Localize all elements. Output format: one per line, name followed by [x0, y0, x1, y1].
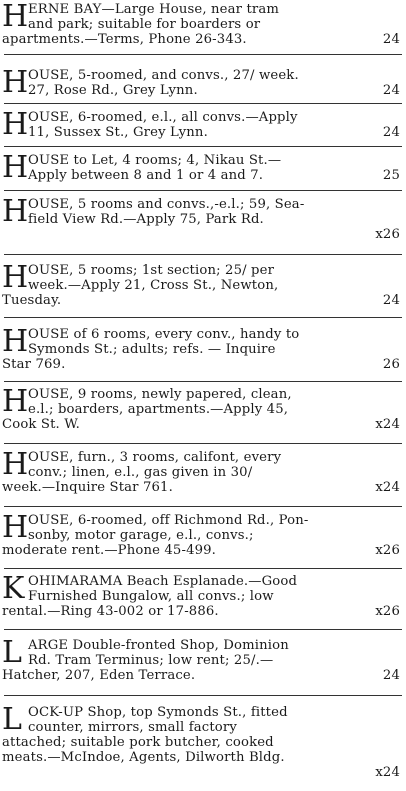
ad-reference-number: x26 — [375, 604, 400, 619]
divider-rule — [4, 381, 402, 382]
classified-ad — [2, 110, 402, 142]
drop-cap: H — [2, 513, 29, 545]
drop-cap: H — [2, 68, 29, 100]
drop-cap: H — [2, 450, 29, 482]
ad-line — [2, 227, 402, 242]
divider-rule — [4, 629, 402, 630]
drop-cap: H — [2, 327, 29, 359]
ad-line: OUSE of 6 rooms, every conv., handy to — [28, 327, 300, 342]
ad-line: OUSE, 5 rooms and convs.,-e.l.; 59, Sea- — [28, 197, 305, 212]
ad-line: Apply between 8 and 1 or 4 and 7. 25 — [28, 168, 400, 183]
drop-cap: H — [2, 110, 29, 142]
classified-ad — [2, 327, 402, 377]
ad-reference-number: 24 — [382, 83, 400, 98]
ad-reference-number: x24 — [375, 417, 400, 432]
ad-line: 11, Sussex St., Grey Lynn. 24 — [28, 125, 400, 140]
ad-line: Star 769. 26 — [2, 357, 400, 372]
divider-rule — [4, 146, 402, 147]
ad-line: OUSE, 9 rooms, newly papered, clean, — [28, 387, 292, 402]
ad-line: Symonds St.; adults; refs. — Inquire — [28, 342, 276, 357]
ad-line: field View Rd.—Apply 75, Park Rd. — [28, 212, 264, 227]
divider-rule — [4, 254, 402, 255]
classified-ad — [2, 574, 402, 624]
divider-rule — [4, 443, 402, 444]
ad-line: OUSE, 5 rooms; 1st section; 25/ per — [28, 263, 275, 278]
classified-ad — [2, 263, 402, 313]
ad-line: Tuesday. 24 — [2, 293, 400, 308]
ad-line: ARGE Double-fronted Shop, Dominion — [28, 638, 289, 653]
ad-line: Furnished Bungalow, all convs.; low — [28, 589, 274, 604]
classified-ad — [2, 2, 402, 52]
ad-reference-number: x24 — [375, 765, 400, 780]
drop-cap: H — [2, 263, 29, 295]
divider-rule — [4, 190, 402, 191]
ad-line: OUSE, 6-roomed, off Richmond Rd., Pon- — [28, 513, 309, 528]
ad-reference-number: 24 — [382, 668, 400, 683]
ad-line: apartments.—Terms, Phone 26-343. 24 — [2, 32, 400, 47]
ad-reference-number: 24 — [382, 293, 400, 308]
ad-line: OUSE, furn., 3 rooms, califont, every — [28, 450, 282, 465]
ad-line: and park; suitable for boarders or — [28, 17, 261, 32]
ad-reference-number: 25 — [382, 168, 400, 183]
ad-line: Cook St. W. x24 — [2, 417, 400, 432]
classified-ad — [2, 513, 402, 563]
ad-line: counter, mirrors, small factory — [28, 720, 237, 735]
ad-line: sonby, motor garage, e.l., convs.; — [28, 528, 254, 543]
ad-line: OUSE, 6-roomed, e.l., all convs.—Apply — [28, 110, 298, 125]
ad-reference-number: 26 — [382, 357, 400, 372]
ad-line — [2, 765, 402, 780]
ad-line: meats.—McIndoe, Agents, Dilworth Bldg. — [2, 750, 285, 765]
ad-line: week.—Apply 21, Cross St., Newton, — [28, 278, 279, 293]
ad-line: Rd. Tram Terminus; low rent; 25/.— — [28, 653, 274, 668]
ad-line: 27, Rose Rd., Grey Lynn. 24 — [28, 83, 400, 98]
drop-cap: H — [2, 387, 29, 419]
ad-line: week.—Inquire Star 761. x24 — [2, 480, 400, 495]
ad-line: OUSE, 5-roomed, and convs., 27/ week. — [28, 68, 299, 83]
classified-ad — [2, 153, 402, 185]
ad-reference-number: x26 — [375, 543, 400, 558]
ad-line: Hatcher, 207, Eden Terrace. 24 — [2, 668, 400, 683]
ad-line: OHIMARAMA Beach Esplanade.—Good — [28, 574, 298, 589]
ad-line: moderate rent.—Phone 45-499. x26 — [2, 543, 400, 558]
classified-ad — [2, 68, 402, 100]
classified-ad — [2, 387, 402, 437]
drop-cap: K — [2, 574, 25, 606]
ad-reference-number: x24 — [375, 480, 400, 495]
ad-line: conv.; linen, e.l., gas given in 30/ — [28, 465, 253, 480]
drop-cap: L — [2, 705, 23, 737]
ad-reference-number: 24 — [382, 125, 400, 140]
divider-rule — [4, 695, 402, 696]
ad-line: OUSE to Let, 4 rooms; 4, Nikau St.— — [28, 153, 282, 168]
ad-line: rental.—Ring 43-002 or 17-886. x26 — [2, 604, 400, 619]
classified-ad — [2, 450, 402, 500]
ad-line: attached; suitable pork butcher, cooked — [2, 735, 274, 750]
ad-line: ERNE BAY—Large House, near tram — [28, 2, 280, 17]
divider-rule — [4, 54, 402, 55]
divider-rule — [4, 568, 402, 569]
classified-ad — [2, 197, 402, 249]
ad-reference-number: 24 — [382, 32, 400, 47]
divider-rule — [4, 103, 402, 104]
drop-cap: H — [2, 153, 29, 185]
divider-rule — [4, 317, 402, 318]
drop-cap: L — [2, 638, 23, 670]
classified-ad — [2, 705, 402, 789]
ad-line: e.l.; boarders, apartments.—Apply 45, — [28, 402, 289, 417]
classified-ad — [2, 638, 402, 688]
divider-rule — [4, 506, 402, 507]
ad-reference-number: x26 — [375, 227, 400, 242]
drop-cap: H — [2, 197, 29, 229]
drop-cap: H — [2, 2, 29, 34]
ad-line: OCK-UP Shop, top Symonds St., fitted — [28, 705, 288, 720]
